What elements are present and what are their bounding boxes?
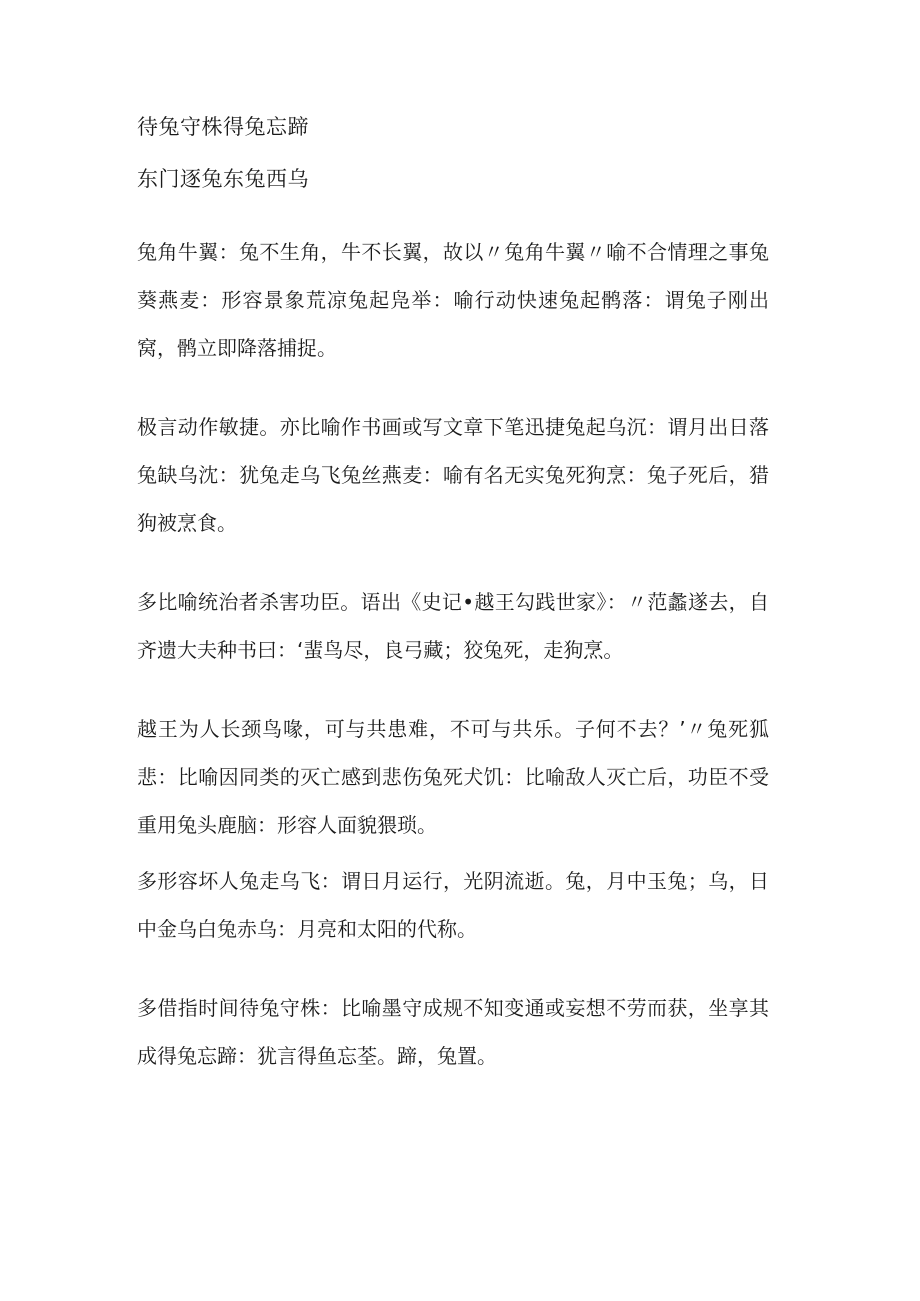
paragraph-2: 极言动作敏捷。亦比喻作书画或写文章下笔迅捷兔起乌沉：谓月出日落兔缺乌沈：犹兔走乌飞兔丝燕麦：喻有名无实兔死狗烹：兔子死后，猎狗被烹食。	[137, 415, 769, 535]
paragraph-5: 多形容坏人兔走乌飞：谓日月运行，光阴流逝。兔，月中玉兔；乌，日中金乌白兔赤乌：月亮和太阳的代称。	[137, 869, 769, 941]
paragraph-6: 多借指时间待兔守株：比喻墨守成规不知变通或妄想不劳而获，坐享其成得兔忘蹄：犹言得鱼忘荃。蹄，兔置。	[137, 996, 769, 1068]
heading-line-1: 待兔守株得兔忘蹄	[137, 115, 309, 139]
document-page	[137, 112, 769, 1111]
paragraph-3: 多比喻统治者杀害功臣。语出《史记•越王勾践世家》：〃范蠡遂去，自齐遗大夫种书曰：‘蜚鸟尽，良弓藏；狡兔死，走狗烹。	[137, 590, 769, 662]
paragraph-4: 越王为人长颈鸟喙，可与共患难，不可与共乐。子何不去？’〃兔死狐悲：比喻因同类的灭亡感到悲伤兔死犬饥：比喻敌人灭亡后，功臣不受重用兔头鹿脑：形容人面貌猥琐。	[137, 717, 769, 837]
heading-line-2: 东门逐兔东兔西乌	[137, 167, 309, 191]
paragraph-1: 兔角牛翼：兔不生角，牛不长翼，故以〃兔角牛翼〃喻不合情理之事兔葵燕麦：形容景象荒凉兔起凫举：喻行动快速兔起鹘落：谓兔子刚出窝，鹘立即降落捕捉。	[137, 240, 769, 360]
